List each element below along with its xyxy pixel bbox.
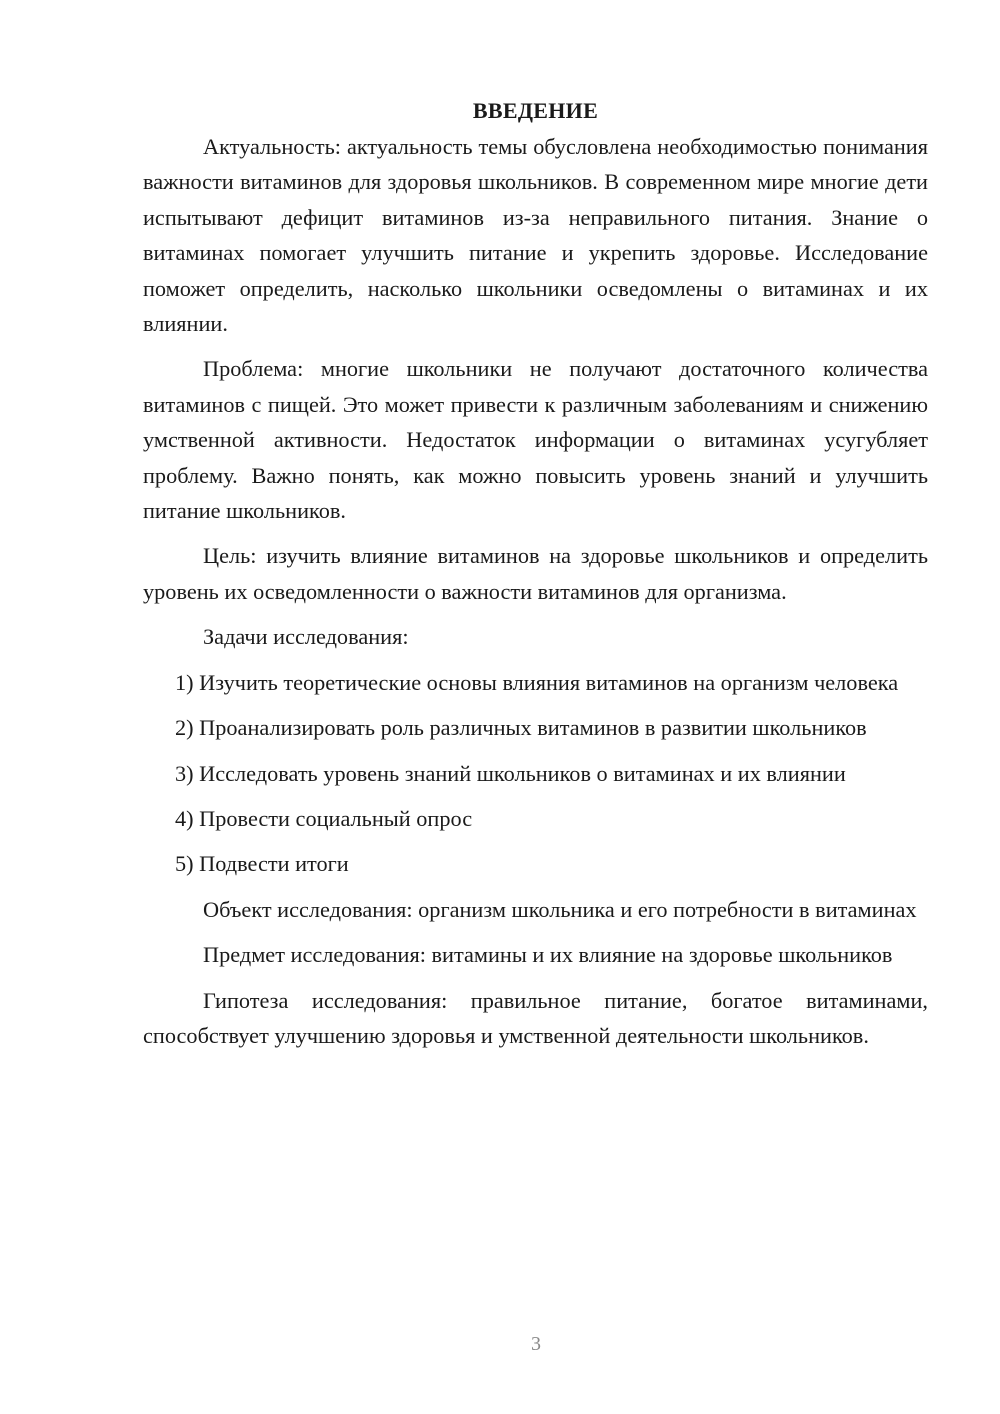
page-number: 3 (531, 1333, 541, 1355)
list-item: 2) Проанализировать роль различных витаминов в развитии школьников (175, 715, 867, 741)
paragraph-hypothesis: Гипотеза исследования: правильное питание, богатое витаминами, способствует улучшению здоровья и умственной деятельности школьников. (143, 987, 928, 1048)
paragraph-problem: Проблема: многие школьники не получают достаточного количества витаминов с пищей. Это может привести к различным заболеваниям и снижению умственной активности. Недостаток информации о витаминах усугубляет проблему. Важно понять, как можно повысить уровень знаний и улучшить питание школьников. (143, 356, 928, 524)
paragraph-subject: Предмет исследования: витамины и их влияние на здоровье школьников (203, 942, 893, 968)
list-item: 1) Изучить теоретические основы влияния витаминов на организм человека (175, 669, 899, 695)
tasks-heading: Задачи исследования: (203, 624, 409, 650)
list-item: 4) Провести социальный опрос (175, 805, 473, 831)
list-item: 5) Подвести итоги (175, 851, 349, 877)
page-title: ВВЕДЕНИЕ (472, 98, 599, 123)
document-page (143, 93, 928, 1053)
paragraph-relevance: Актуальность: актуальность темы обусловлена необходимостью понимания важности витаминов для здоровья школьников. В современном мире многие дети испытывают дефицит витаминов из-за неправильного питания. Знание о витаминах помогает улучшить питание и укрепить здоровье. Исследование поможет определить, насколько школьники осведомлены о витаминах и их влиянии. (143, 134, 928, 337)
paragraph-object: Объект исследования: организм школьника и его потребности в витаминах (203, 896, 917, 922)
tasks-list (143, 665, 928, 882)
paragraph-goal: Цель: изучить влияние витаминов на здоровье школьников и определить уровень их осведомленности о важности витаминов для организма. (143, 543, 928, 604)
list-item: 3) Исследовать уровень знаний школьников о витаминах и их влиянии (175, 760, 846, 786)
